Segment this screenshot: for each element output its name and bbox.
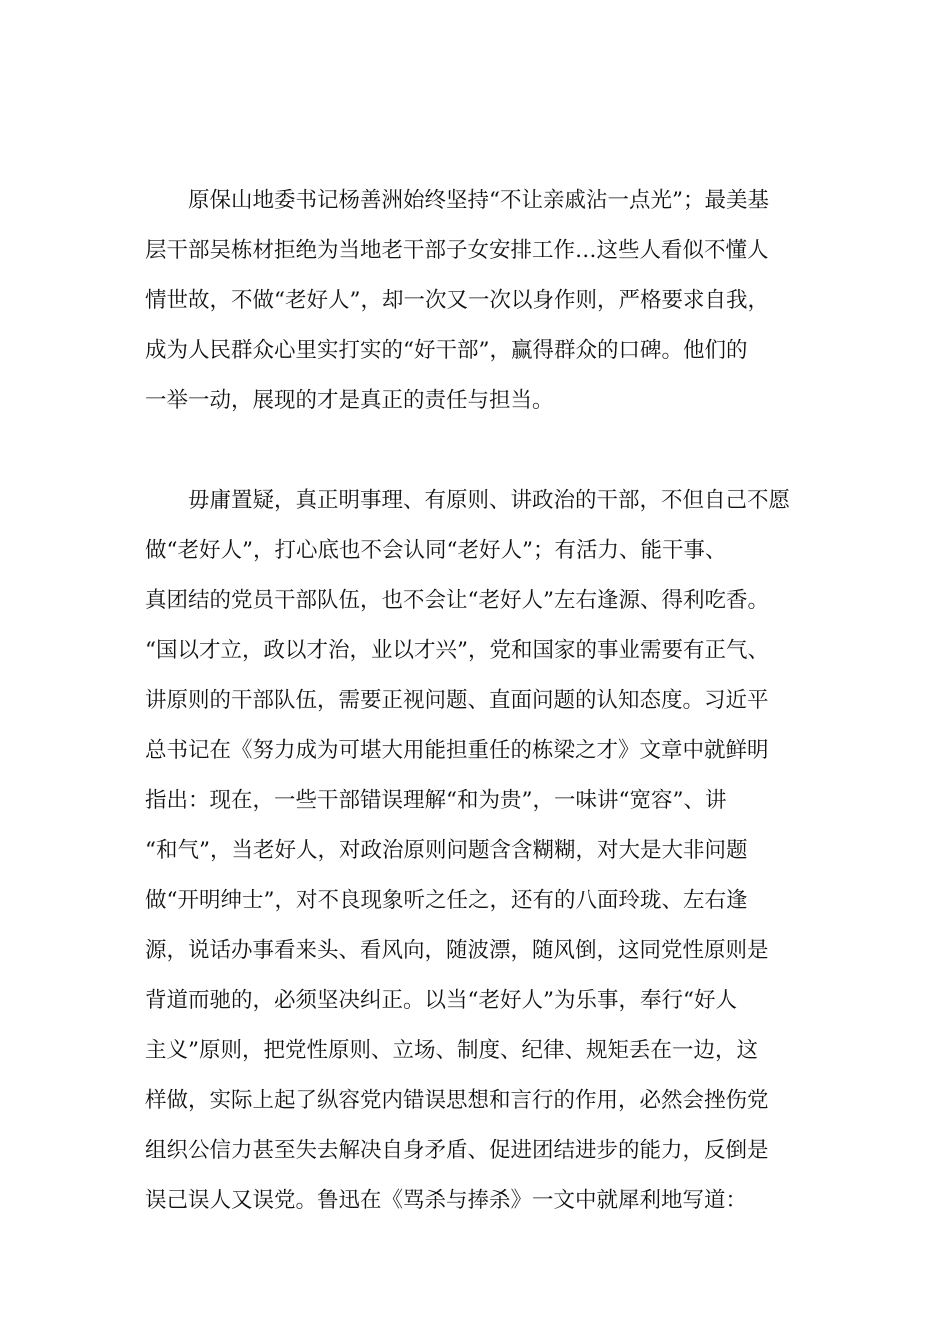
text-line: 毋庸置疑，真正明事理、有原则、讲政治的干部，不但自己不愿 [145, 488, 791, 513]
text-line: “国以才立，政以才治，业以才兴”，党和国家的事业需要有正气、 [145, 638, 769, 663]
text-line: 讲原则的干部队伍，需要正视问题、直面问题的认知态度。习近平 [145, 688, 769, 713]
text-line: 一举一动，展现的才是真正的责任与担当。 [145, 388, 554, 413]
text-line: 成为人民群众心里实打实的“好干部”，赢得群众的口碑。他们的 [145, 338, 748, 363]
text-line: 总书记在《努力成为可堪大用能担重任的栋梁之才》文章中就鲜明 [145, 738, 769, 763]
text-line: 主义”原则，把党性原则、立场、制度、纪律、规矩丢在一边，这 [145, 1038, 758, 1063]
text-line: 做“开明绅士”，对不良现象听之任之，还有的八面玲珑、左右逢 [145, 888, 748, 913]
text-line: 样做，实际上起了纵容党内错误思想和言行的作用，必然会挫伤党 [145, 1088, 769, 1113]
paragraph-1 [145, 176, 817, 426]
text-line: 真团结的党员干部队伍，也不会让“老好人”左右逢源、得利吃香。 [145, 588, 769, 613]
paragraph-2 [145, 476, 817, 1226]
text-line: 源，说话办事看来头、看风向，随波漂，随风倒，这同党性原则是 [145, 938, 769, 963]
text-line: 组织公信力甚至失去解决自身矛盾、促进团结进步的能力，反倒是 [145, 1138, 769, 1163]
text-line: “和气”，当老好人，对政治原则问题含含糊糊，对大是大非问题 [145, 838, 748, 863]
text-line: 做“老好人”，打心底也不会认同“老好人”；有活力、能干事、 [145, 538, 727, 563]
text-line: 情世故，不做“老好人”，却一次又一次以身作则，严格要求自我， [145, 288, 769, 313]
text-line: 原保山地委书记杨善洲始终坚持“不让亲戚沾一点光”；最美基 [145, 188, 769, 213]
text-line: 层干部吴栋材拒绝为当地老干部子女安排工作…这些人看似不懂人 [145, 238, 769, 263]
text-line: 指出：现在，一些干部错误理解“和为贵”，一味讲“宽容”、讲 [145, 788, 727, 813]
text-line: 误己误人又误党。鲁迅在《骂杀与捧杀》一文中就犀利地写道： [145, 1188, 748, 1213]
text-line: 背道而驰的，必须坚决纠正。以当“老好人”为乐事，奉行“好人 [145, 988, 737, 1013]
